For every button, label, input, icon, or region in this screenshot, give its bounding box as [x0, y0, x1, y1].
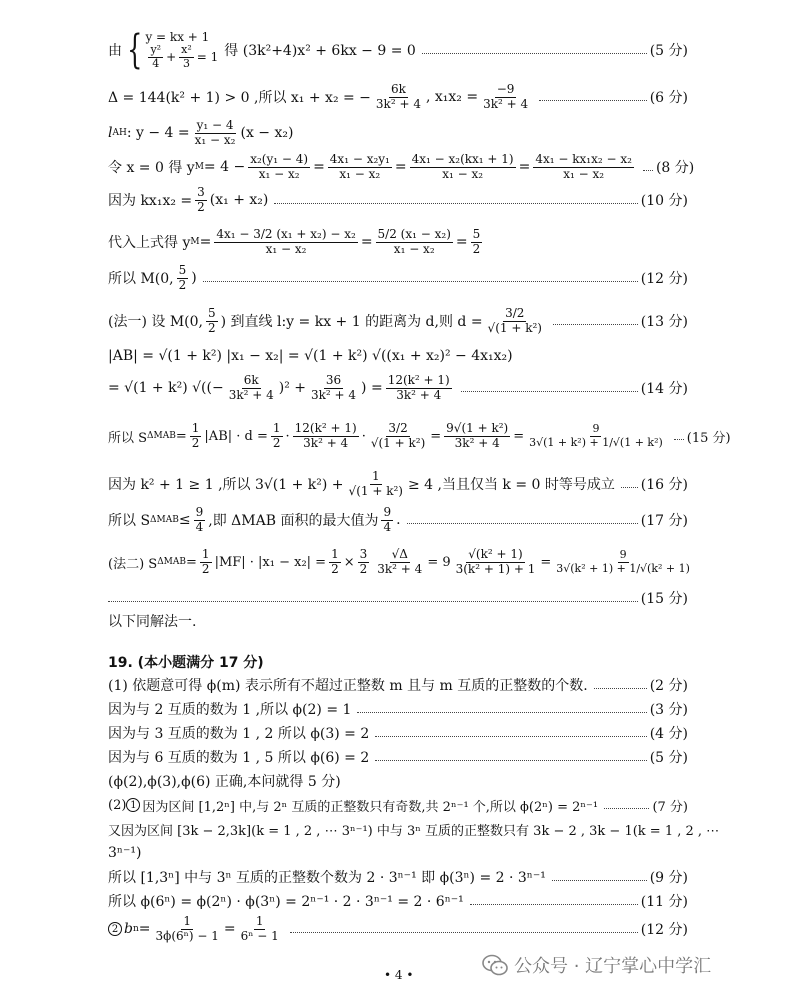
leader-dots [604, 808, 649, 809]
denominator: 2 [178, 277, 187, 292]
numerator: 5/2 (x₁ − x₂) [377, 226, 451, 241]
watermark [482, 952, 711, 978]
score-label: (4 分) [649, 726, 688, 742]
leader-dots [407, 523, 638, 524]
denominator: 2 [359, 561, 368, 576]
numerator: √(k² + 1) [468, 546, 523, 561]
solution-line [108, 890, 688, 912]
denominator: 3k² + 4 [303, 435, 349, 450]
denominator: 3√(1 + k²) + 1/√(1 + k²) [529, 435, 663, 449]
text: 因为 k² + 1 ≥ 1 ,所以 3√(1 + k²) + [108, 477, 344, 493]
text: 因为与 6 互质的数为 1 , 5 所以 ϕ(6) = 2 [108, 750, 370, 766]
text: = [175, 428, 187, 444]
text: : y − 4 = [126, 125, 190, 141]
subscript: ΔMAB [150, 515, 179, 525]
text: = [186, 554, 197, 570]
solution-line [108, 184, 688, 216]
leader-dots [357, 712, 646, 713]
score-label: (8 分) [655, 160, 695, 176]
text: |MF| · |x₁ − x₂| = [214, 554, 327, 570]
numerator: 9 [592, 421, 600, 435]
denominator: 4 [383, 519, 392, 534]
text: = [430, 428, 442, 444]
score-label: (15 分) [686, 430, 731, 446]
denominator: x₁ − x₂ [442, 166, 484, 181]
denominator: 3(k² + 1) + 1 [455, 561, 536, 576]
denominator: 2 [191, 435, 200, 450]
denominator: 2 [472, 241, 481, 256]
solution-line [108, 770, 688, 792]
solution-line [108, 722, 688, 744]
text: 所以 [1,3ⁿ] 中与 3ⁿ 互质的正整数个数为 2 · 3ⁿ⁻¹ 即 ϕ(3ⁿ) = 2 · 3ⁿ⁻¹ [108, 870, 546, 886]
score-label: (5 分) [649, 750, 688, 766]
score-label: (6 分) [649, 90, 688, 106]
numerator: −9 [496, 81, 515, 96]
text: · [285, 428, 290, 444]
text: l [108, 125, 113, 141]
denominator: √(1 + k²) [487, 320, 542, 335]
numerator: 1 [371, 468, 380, 483]
text: 因为 kx₁x₂ = [108, 193, 193, 209]
numerator: 9 [383, 504, 392, 519]
numerator: 3 [359, 546, 368, 561]
solution-line [108, 588, 688, 608]
text: = 9 [427, 554, 451, 570]
score-label: (2 分) [649, 678, 688, 694]
text: |AB| · d = [204, 428, 268, 444]
numerator: 4x₁ − x₂(kx₁ + 1) [411, 151, 514, 166]
denominator: √(1 + k²) [348, 483, 403, 498]
text: (x − x₂) [240, 125, 294, 141]
score-label: (5 分) [649, 43, 688, 59]
numerator: 9 [619, 547, 627, 561]
denominator: x₁ − x₂ [258, 166, 300, 181]
solution-line [108, 610, 688, 632]
denominator: 3k² + 4 [396, 387, 442, 402]
solution-line [108, 698, 688, 720]
equation-system: { y = kx + 1 $\frac{\text{y²}}{4}$ + $\frac{\text{x²}}{3}$ = 1 [127, 27, 219, 73]
solution-line [108, 504, 688, 536]
numerator: 1 [255, 913, 264, 928]
score-label: (15 分) [640, 591, 688, 607]
text: ) 到直线 l:y = kx + 1 的距离为 d,则 d = [220, 314, 483, 330]
denominator: 3√(k² + 1) + 1/√(k² + 1) [556, 561, 690, 575]
leader-dots [108, 601, 638, 602]
numerator: 9√(1 + k²) [446, 420, 509, 435]
numerator: 36 [325, 372, 342, 387]
text: (2) [108, 797, 127, 813]
solution-line [108, 746, 688, 768]
denominator: x₁ − x₂ [265, 241, 307, 256]
text: 3ⁿ⁻¹) [108, 845, 142, 861]
text: = [223, 921, 236, 937]
solution-line [108, 80, 688, 114]
score-label: (12 分) [640, 922, 688, 938]
numerator: 5 [472, 226, 481, 241]
subscript: M [190, 237, 200, 247]
text: × [343, 554, 355, 570]
denominator: x₁ − x₂ [339, 166, 381, 181]
text: 所以 S [108, 513, 151, 529]
text: (法一) 设 M(0, [108, 314, 203, 330]
denominator: 3 [182, 56, 190, 70]
solution-line [108, 818, 720, 840]
text: (x₁ + x₂) [209, 192, 269, 208]
numerator: 1 [201, 546, 210, 561]
text: = √(1 + k²) √((− [108, 380, 224, 396]
solution-line [108, 912, 688, 946]
subscript: AH [112, 128, 127, 138]
denominator: 4 [152, 56, 160, 70]
leader-dots [375, 760, 646, 761]
numerator: 1 [272, 420, 281, 435]
leader-dots [674, 439, 684, 440]
circled-number: 2 [108, 922, 122, 936]
numerator: 4x₁ − kx₁x₂ − x₂ [535, 151, 632, 166]
numerator: 5 [178, 262, 187, 277]
denominator: 2 [197, 199, 205, 214]
text: 令 x = 0 得 y [108, 160, 195, 176]
numerator: √Δ [391, 546, 408, 561]
circled-number: 1 [126, 798, 140, 812]
numerator: 3/2 [505, 305, 525, 320]
text: = [138, 921, 151, 937]
text: 所以 S [108, 430, 148, 446]
text: = 1 [196, 50, 219, 64]
numerator: x₂(y₁ − 4) [250, 151, 309, 166]
leader-dots [290, 932, 638, 933]
denominator: 3k² + 4 [377, 561, 423, 576]
text: ≥ 4 ,当且仅当 k = 0 时等号成立 [407, 477, 615, 493]
equation: y = kx + 1 [145, 29, 210, 44]
numerator: 6k [390, 81, 406, 96]
denominator: 3ϕ(6ⁿ) − 1 [155, 928, 219, 943]
section-title: 19. (本小题满分 17 分) [108, 655, 264, 671]
leader-dots [470, 904, 638, 905]
text: (ϕ(2),ϕ(3),ϕ(6) 正确,本问就得 5 分) [108, 774, 341, 790]
text: , x₁x₂ = [425, 89, 479, 105]
text: . [396, 512, 401, 528]
solution-line [108, 842, 688, 864]
leader-dots [375, 736, 646, 737]
text: · [361, 428, 366, 444]
score-label: (9 分) [649, 870, 688, 886]
subscript: ΔMAB [157, 557, 187, 567]
solution-line [108, 538, 688, 586]
leader-dots [461, 391, 638, 392]
numerator: 3 [197, 184, 205, 199]
denominator: 3k² + 4 [375, 96, 421, 111]
denominator: 2 [331, 561, 339, 576]
score-label: (13 分) [640, 314, 688, 330]
numerator: 12(k² + 1) [294, 420, 357, 435]
text: ) = [361, 380, 383, 396]
text: 因为与 2 互质的数为 1 ,所以 ϕ(2) = 1 [108, 702, 352, 718]
numerator: 1 [183, 913, 191, 928]
denominator: 2 [201, 561, 210, 576]
numerator: 1 [191, 420, 200, 435]
text: )² + [278, 380, 306, 396]
denominator: √(1 + k²) [370, 435, 426, 450]
text: = 4 − [203, 159, 246, 175]
text: 所以 ϕ(6ⁿ) = ϕ(2ⁿ) · ϕ(3ⁿ) = 2ⁿ⁻¹ · 2 · 3ⁿ⁻¹ = 2 · 6ⁿ⁻¹ [108, 894, 464, 910]
score-label: (7 分) [652, 799, 688, 815]
solution-line: 代入上式得 y M = $\frac{\text{4x₁ − 3/2 (x₁ + x₂) − x₂}}{\text{x₁ − x₂}}$ = $\frac{\text{5/2 (x₁ − x₂)}}{\text{x₁ − x₂}}$ = $\frac{5}{2}$ [108, 226, 481, 256]
solution-line [108, 370, 688, 406]
page-number: • 4 • [384, 968, 414, 982]
solution-line [108, 410, 731, 462]
score-label: (10 分) [640, 193, 688, 209]
numerator: 4x₁ − x₂y₁ [329, 151, 390, 166]
equation: |AB| = √(1 + k²) |x₁ − x₂| = √(1 + k²) √((x₁ + x₂)² − 4x₁x₂) [108, 348, 513, 364]
solution-line [108, 866, 688, 888]
text: 代入上式得 y [108, 235, 191, 251]
denominator: 2 [272, 435, 281, 450]
text: ) [191, 270, 197, 286]
score-label: (17 分) [640, 513, 688, 529]
solution-line [108, 22, 688, 78]
solution-line [108, 116, 688, 150]
numerator: y₁ − 4 [196, 117, 234, 132]
text: (1) 依题意可得 ϕ(m) 表示所有不超过正整数 m 且与 m 互质的正整数的个数. [108, 678, 588, 694]
solution-line [108, 300, 688, 342]
score-label: (12 分) [640, 271, 688, 287]
subscript: n [132, 924, 139, 934]
numerator: 12(k² + 1) [387, 372, 450, 387]
denominator: 2 [207, 320, 216, 335]
numerator: 4x₁ − 3/2 (x₁ + x₂) − x₂ [216, 226, 356, 241]
numerator: y² [150, 42, 162, 56]
denominator: x₁ − x₂ [563, 166, 605, 181]
denominator: x₁ − x₂ [194, 132, 236, 147]
score-label: (16 分) [640, 477, 688, 493]
solution-line [108, 466, 688, 502]
denominator: x₁ − x₂ [393, 241, 435, 256]
denominator: 3k² + 4 [228, 387, 274, 402]
text: = [540, 554, 552, 570]
leader-dots [552, 880, 647, 881]
numerator: 9 [195, 504, 204, 519]
leader-dots [203, 281, 638, 282]
solution-line [108, 344, 688, 368]
wechat-icon [482, 954, 508, 976]
text: 由 [108, 43, 122, 59]
numerator: 1 [331, 546, 339, 561]
text: (法二) S [108, 556, 158, 572]
text: 所以 M(0, [108, 271, 174, 287]
text: ≤ [178, 512, 191, 528]
solution-line [108, 674, 688, 696]
score-label: (11 分) [640, 894, 688, 910]
denominator: 6ⁿ − 1 [240, 928, 279, 943]
leader-dots [422, 53, 647, 54]
text: 以下同解法一. [108, 614, 197, 630]
leader-dots [594, 688, 647, 689]
leader-dots [274, 203, 637, 204]
leader-dots [643, 170, 653, 171]
numerator: 6k [243, 372, 259, 387]
score-label: (3 分) [649, 702, 688, 718]
equation: 得 (3k²+4)x² + 6kx − 9 = 0 [224, 43, 416, 59]
subscript: ΔMAB [147, 431, 176, 441]
solution-line [108, 794, 688, 816]
denominator: 4 [195, 519, 204, 534]
text: 因为区间 [1,2ⁿ] 中,与 2ⁿ 互质的正整数只有奇数,共 2ⁿ⁻¹ 个,所以 ϕ(2ⁿ) = 2ⁿ⁻¹ [142, 799, 599, 815]
text: 因为与 3 互质的数为 1 , 2 所以 ϕ(3) = 2 [108, 726, 370, 742]
numerator: x² [181, 42, 192, 56]
denominator: 3k² + 4 [454, 435, 500, 450]
text: Δ = 144(k² + 1) > 0 ,所以 x₁ + x₂ = − [108, 90, 371, 106]
text: 又因为区间 [3k − 2,3k](k = 1 , 2 , ⋯ 3ⁿ⁻¹) 中与 3ⁿ 互质的正整数只有 3k − 2 , 3k − 1(k = 1 , 2 , ⋯ [108, 823, 720, 839]
leader-dots [553, 324, 638, 325]
score-label: (14 分) [640, 381, 688, 397]
numerator: 3/2 [388, 420, 408, 435]
text: = [513, 428, 525, 444]
leader-dots [621, 487, 638, 488]
denominator: 3k² + 4 [311, 387, 357, 402]
subscript: M [194, 162, 204, 172]
solution-line: 令 x = 0 得 y M = 4 − $\frac{\text{x₂(y₁ − 4)}}{\text{x₁ − x₂}}$ = $\frac{\text{4x₁ − x₂y₁}}{\text{x₁ − x₂}}$ = $\frac{\text{4x₁ − x₂(kx₁ + 1)}}{\text{x₁ − x₂}}$ = $\frac{\text{4x₁ − kx₁x₂ − x₂}}{\text{x₁ − x₂}}$ (8 分) [108, 151, 695, 181]
text: = [199, 234, 212, 250]
numerator: 5 [207, 305, 216, 320]
denominator: 3k² + 4 [483, 96, 529, 111]
watermark-text: 公众号 · 辽宁掌心中学汇 [514, 956, 712, 977]
text: ,即 ΔMAB 面积的最大值为 [208, 513, 379, 529]
solution-line [108, 262, 688, 294]
text: b [124, 921, 133, 937]
leader-dots [539, 100, 647, 101]
